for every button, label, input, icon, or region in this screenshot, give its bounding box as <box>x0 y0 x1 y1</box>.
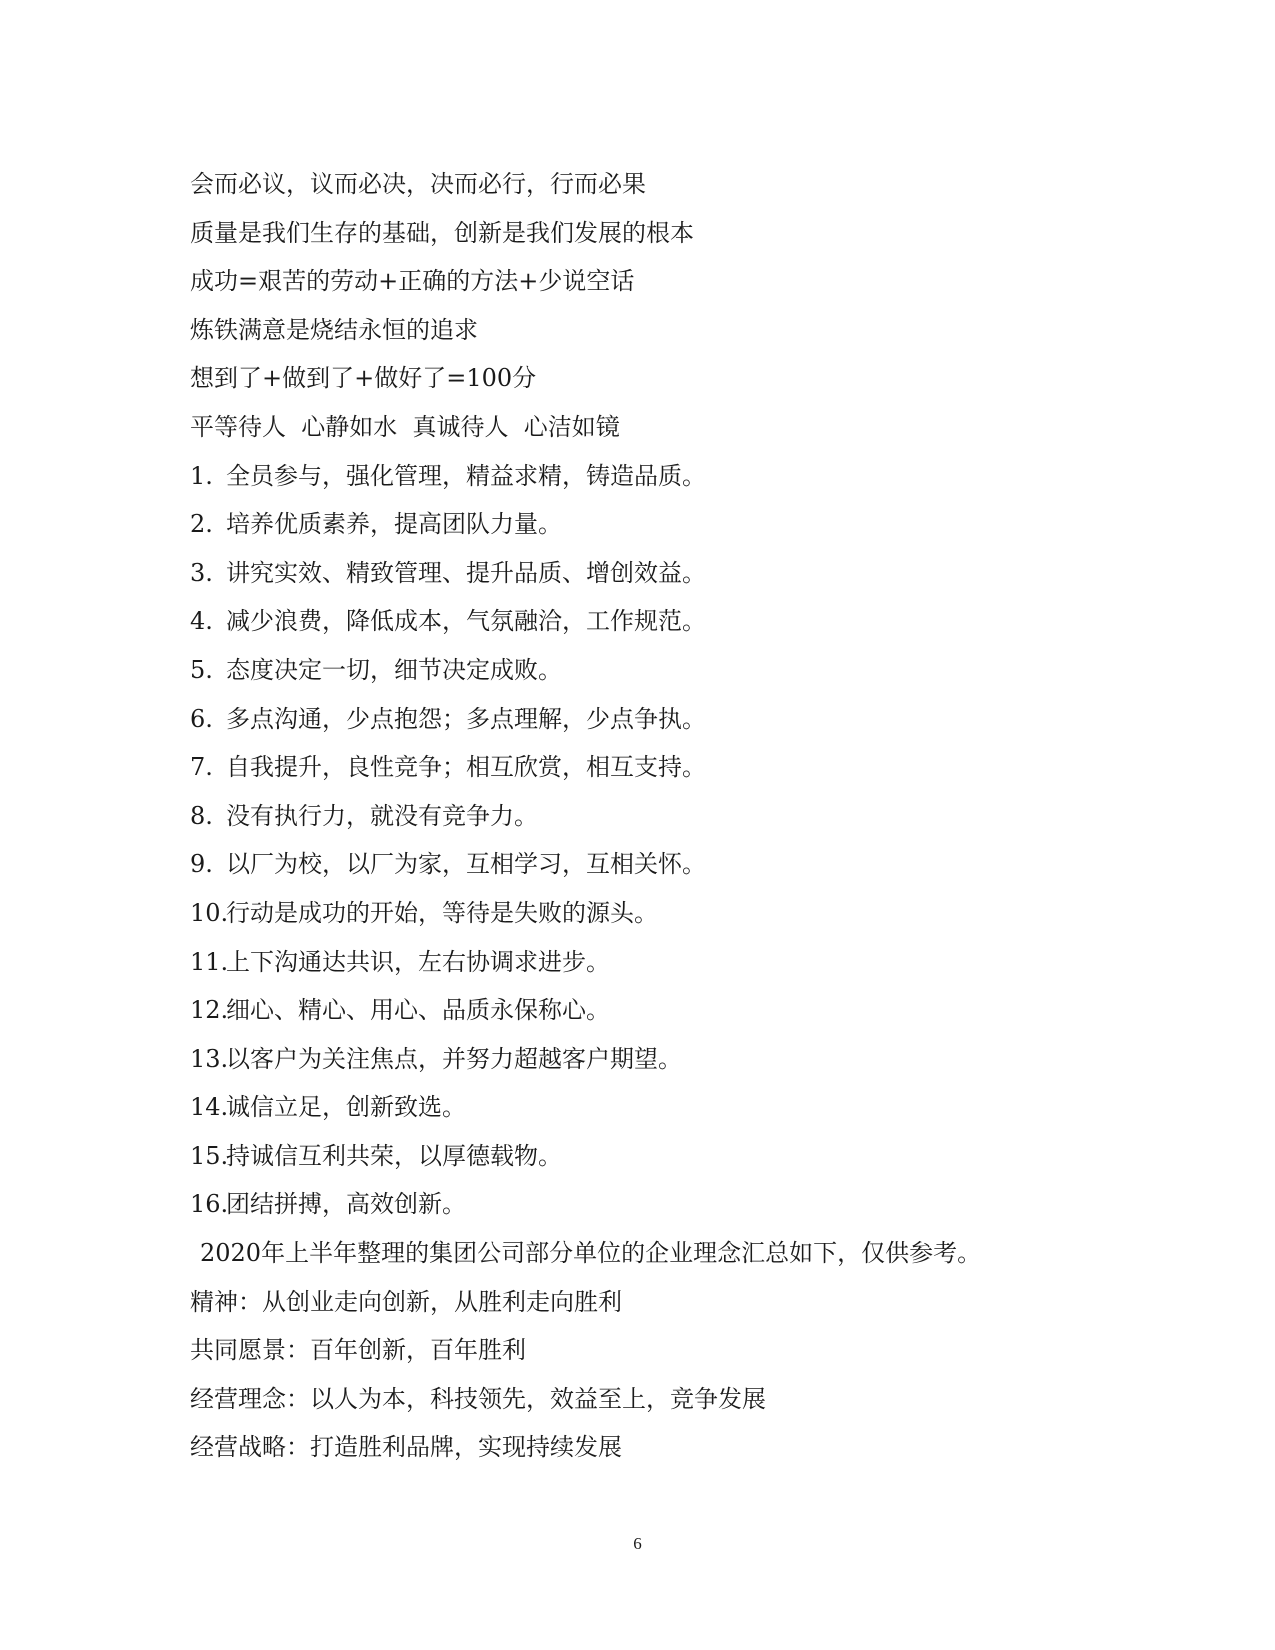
numbered-item <box>190 840 1090 889</box>
slogan-line: 想到了+做到了+做好了=100分 <box>190 364 537 393</box>
slogan-line: 会而必议，议而必决，决而必行，行而必果 <box>190 170 646 198</box>
slogan-line: 平等待人 心静如水 真诚待人 心洁如镜 <box>190 412 620 441</box>
concept-line: 共同愿景：百年创新，百年胜利 <box>190 1336 526 1365</box>
numbered-item <box>190 986 1090 1035</box>
numbered-item <box>190 743 1090 792</box>
numbered-item <box>190 1035 1090 1084</box>
slogan-line: 成功=艰苦的劳动+正确的方法+少说空话 <box>190 267 635 296</box>
numbered-item <box>190 452 1090 501</box>
numbered-item <box>190 889 1090 938</box>
concept-line: 精神：从创业走向创新，从胜利走向胜利 <box>190 1287 622 1316</box>
item-text: 没有执行力，就没有竞争力。 <box>226 801 538 830</box>
item-text: 自我提升，良性竞争；相互欣赏，相互支持。 <box>226 753 706 782</box>
numbered-item <box>190 1083 1090 1132</box>
item-number: 5. <box>190 655 213 684</box>
numbered-item <box>190 938 1090 987</box>
numbered-item <box>190 549 1090 598</box>
item-number: 16. <box>190 1190 229 1219</box>
slogan-line: 炼铁满意是烧结永恒的追求 <box>190 315 478 344</box>
item-text: 行动是成功的开始，等待是失败的源头。 <box>226 898 658 927</box>
page-number: 6 <box>633 1534 642 1553</box>
item-number: 13. <box>190 1044 229 1073</box>
item-number: 1. <box>190 461 213 490</box>
item-number: 2. <box>190 510 213 539</box>
item-text: 诚信立足，创新致选。 <box>226 1093 466 1122</box>
item-number: 11. <box>190 947 229 976</box>
item-text: 培养优质素养，提高团队力量。 <box>226 510 562 539</box>
item-text: 持诚信互利共荣，以厚德载物。 <box>226 1141 562 1170</box>
item-text: 多点沟通，少点抱怨；多点理解，少点争执。 <box>226 704 706 733</box>
item-number: 3. <box>190 558 213 587</box>
numbered-item <box>190 1132 1090 1181</box>
item-text: 以客户为关注焦点，并努力超越客户期望。 <box>226 1044 682 1073</box>
numbered-item <box>190 500 1090 549</box>
item-text: 团结拼搏，高效创新。 <box>226 1190 466 1219</box>
item-number: 10. <box>190 898 229 927</box>
item-text: 全员参与，强化管理，精益求精，铸造品质。 <box>226 461 706 490</box>
item-number: 14. <box>190 1093 229 1122</box>
numbered-item <box>190 1180 1090 1229</box>
item-text: 细心、精心、用心、品质永保称心。 <box>226 996 610 1025</box>
item-text: 减少浪费，降低成本，气氛融洽，工作规范。 <box>226 607 706 636</box>
numbered-item <box>190 597 1090 646</box>
item-text: 以厂为校，以厂为家，互相学习，互相关怀。 <box>226 850 706 879</box>
item-text: 态度决定一切，细节决定成败。 <box>226 655 562 684</box>
summary-line: 2020年上半年整理的集团公司部分单位的企业理念汇总如下，仅供参考。 <box>200 1239 982 1268</box>
item-number: 9. <box>190 850 213 879</box>
concept-line: 经营战略：打造胜利品牌，实现持续发展 <box>190 1433 622 1462</box>
item-number: 7. <box>190 753 213 782</box>
item-text: 讲究实效、精致管理、提升品质、增创效益。 <box>226 558 706 587</box>
item-number: 4. <box>190 607 213 636</box>
slogan-line: 质量是我们生存的基础，创新是我们发展的根本 <box>190 218 694 247</box>
numbered-item <box>190 792 1090 841</box>
item-number: 6. <box>190 704 213 733</box>
concept-line: 经营理念：以人为本，科技领先，效益至上，竞争发展 <box>190 1384 766 1413</box>
item-number: 12. <box>190 996 229 1025</box>
numbered-item <box>190 646 1090 695</box>
item-number: 8. <box>190 801 213 830</box>
numbered-item <box>190 695 1090 744</box>
item-text: 上下沟通达共识，左右协调求进步。 <box>226 947 610 976</box>
item-number: 15. <box>190 1141 229 1170</box>
document-body <box>190 160 1090 1472</box>
